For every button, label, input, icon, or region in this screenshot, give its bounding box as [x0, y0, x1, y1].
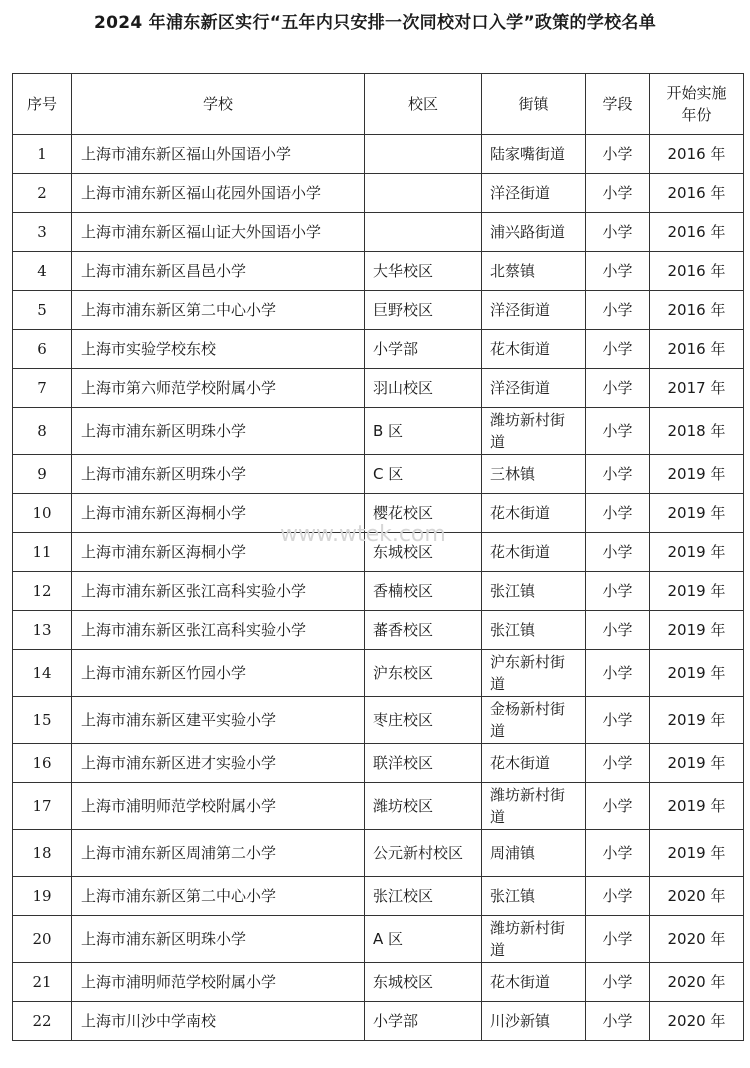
table-row [13, 174, 744, 213]
row-number: 5 [13, 291, 72, 330]
school-name: 上海市浦东新区第二中心小学 [72, 877, 365, 916]
table-row [13, 611, 744, 650]
school-stage: 小学 [586, 877, 650, 916]
school-name: 上海市浦东新区竹园小学 [72, 650, 365, 697]
street-name: 浦兴路街道 [482, 213, 586, 252]
table-row [13, 213, 744, 252]
campus-name [365, 174, 482, 213]
school-name: 上海市浦东新区张江高科实验小学 [72, 572, 365, 611]
street-name: 花木街道 [482, 494, 586, 533]
table-row [13, 291, 744, 330]
campus-name: 潍坊校区 [365, 783, 482, 830]
campus-name: 大华校区 [365, 252, 482, 291]
school-name: 上海市浦东新区明珠小学 [72, 916, 365, 963]
row-number: 9 [13, 455, 72, 494]
start-year: 2019 年 [650, 494, 744, 533]
header-no: 序号 [13, 74, 72, 135]
start-year: 2016 年 [650, 213, 744, 252]
school-name: 上海市浦东新区建平实验小学 [72, 697, 365, 744]
school-stage: 小学 [586, 174, 650, 213]
school-stage: 小学 [586, 572, 650, 611]
street-name: 花木街道 [482, 330, 586, 369]
row-number: 20 [13, 916, 72, 963]
school-stage: 小学 [586, 330, 650, 369]
street-name: 川沙新镇 [482, 1002, 586, 1041]
street-name: 张江镇 [482, 572, 586, 611]
table-row [13, 455, 744, 494]
campus-name: 沪东校区 [365, 650, 482, 697]
school-stage: 小学 [586, 455, 650, 494]
street-name: 沪东新村街道 [482, 650, 586, 697]
school-name: 上海市浦东新区周浦第二小学 [72, 830, 365, 877]
header-year [650, 74, 744, 135]
table-row [13, 408, 744, 455]
row-number: 1 [13, 135, 72, 174]
campus-name: 香楠校区 [365, 572, 482, 611]
school-stage: 小学 [586, 697, 650, 744]
school-stage: 小学 [586, 533, 650, 572]
start-year: 2020 年 [650, 916, 744, 963]
street-name: 北蔡镇 [482, 252, 586, 291]
school-stage: 小学 [586, 1002, 650, 1041]
school-stage: 小学 [586, 369, 650, 408]
row-number: 6 [13, 330, 72, 369]
table-row [13, 697, 744, 744]
school-name: 上海市浦东新区海桐小学 [72, 533, 365, 572]
street-name: 张江镇 [482, 611, 586, 650]
school-name: 上海市实验学校东校 [72, 330, 365, 369]
school-name: 上海市浦东新区福山证大外国语小学 [72, 213, 365, 252]
row-number: 19 [13, 877, 72, 916]
table-row [13, 135, 744, 174]
school-stage: 小学 [586, 494, 650, 533]
school-name: 上海市浦东新区福山花园外国语小学 [72, 174, 365, 213]
table-row [13, 650, 744, 697]
street-name: 潍坊新村街道 [482, 783, 586, 830]
campus-name: 小学部 [365, 330, 482, 369]
campus-name: 蕃香校区 [365, 611, 482, 650]
table-header-row [13, 74, 744, 135]
street-name: 三林镇 [482, 455, 586, 494]
school-name: 上海市浦东新区第二中心小学 [72, 291, 365, 330]
school-name: 上海市浦东新区明珠小学 [72, 408, 365, 455]
start-year: 2016 年 [650, 291, 744, 330]
start-year: 2020 年 [650, 963, 744, 1002]
row-number: 21 [13, 963, 72, 1002]
start-year: 2019 年 [650, 783, 744, 830]
row-number: 11 [13, 533, 72, 572]
campus-name: 张江校区 [365, 877, 482, 916]
start-year: 2019 年 [650, 697, 744, 744]
school-name: 上海市浦明师范学校附属小学 [72, 783, 365, 830]
campus-name: 枣庄校区 [365, 697, 482, 744]
table-body [13, 135, 744, 1041]
campus-name: 羽山校区 [365, 369, 482, 408]
start-year: 2019 年 [650, 533, 744, 572]
school-name: 上海市浦东新区福山外国语小学 [72, 135, 365, 174]
start-year: 2016 年 [650, 174, 744, 213]
row-number: 8 [13, 408, 72, 455]
header-stage: 学段 [586, 74, 650, 135]
school-stage: 小学 [586, 213, 650, 252]
start-year: 2019 年 [650, 455, 744, 494]
street-name: 洋泾街道 [482, 291, 586, 330]
table-row [13, 877, 744, 916]
table-row [13, 533, 744, 572]
street-name: 陆家嘴街道 [482, 135, 586, 174]
start-year: 2018 年 [650, 408, 744, 455]
campus-name: 联洋校区 [365, 744, 482, 783]
header-campus: 校区 [365, 74, 482, 135]
street-name: 洋泾街道 [482, 369, 586, 408]
school-stage: 小学 [586, 916, 650, 963]
school-stage: 小学 [586, 291, 650, 330]
table-row [13, 252, 744, 291]
school-stage: 小学 [586, 252, 650, 291]
street-name: 张江镇 [482, 877, 586, 916]
row-number: 16 [13, 744, 72, 783]
table-row [13, 369, 744, 408]
campus-name: C 区 [365, 455, 482, 494]
school-name: 上海市第六师范学校附属小学 [72, 369, 365, 408]
header-street: 街镇 [482, 74, 586, 135]
row-number: 13 [13, 611, 72, 650]
start-year: 2019 年 [650, 650, 744, 697]
street-name: 周浦镇 [482, 830, 586, 877]
school-stage: 小学 [586, 830, 650, 877]
table-row [13, 572, 744, 611]
table-row [13, 783, 744, 830]
start-year: 2020 年 [650, 877, 744, 916]
start-year: 2016 年 [650, 252, 744, 291]
row-number: 18 [13, 830, 72, 877]
start-year: 2019 年 [650, 744, 744, 783]
school-name: 上海市浦东新区海桐小学 [72, 494, 365, 533]
start-year: 2019 年 [650, 572, 744, 611]
campus-name: 樱花校区 [365, 494, 482, 533]
row-number: 17 [13, 783, 72, 830]
street-name: 金杨新村街道 [482, 697, 586, 744]
campus-name [365, 213, 482, 252]
school-stage: 小学 [586, 135, 650, 174]
campus-name [365, 135, 482, 174]
start-year: 2017 年 [650, 369, 744, 408]
start-year: 2019 年 [650, 830, 744, 877]
school-stage: 小学 [586, 783, 650, 830]
street-name: 花木街道 [482, 963, 586, 1002]
school-name: 上海市浦东新区进才实验小学 [72, 744, 365, 783]
row-number: 22 [13, 1002, 72, 1041]
table-row [13, 494, 744, 533]
school-name: 上海市浦东新区张江高科实验小学 [72, 611, 365, 650]
school-stage: 小学 [586, 408, 650, 455]
row-number: 10 [13, 494, 72, 533]
street-name: 花木街道 [482, 744, 586, 783]
table-row [13, 1002, 744, 1041]
campus-name: 东城校区 [365, 533, 482, 572]
start-year: 2016 年 [650, 330, 744, 369]
street-name: 潍坊新村街道 [482, 408, 586, 455]
street-name: 洋泾街道 [482, 174, 586, 213]
row-number: 2 [13, 174, 72, 213]
table-row [13, 830, 744, 877]
table-row [13, 744, 744, 783]
page-title: 2024 年浦东新区实行“五年内只安排一次同校对口入学”政策的学校名单 [93, 13, 657, 33]
school-name: 上海市浦明师范学校附属小学 [72, 963, 365, 1002]
campus-name: 小学部 [365, 1002, 482, 1041]
start-year: 2020 年 [650, 1002, 744, 1041]
header-year-line1: 开始实施 [666, 84, 727, 102]
header-year-line2: 年份 [681, 106, 712, 124]
campus-name: A 区 [365, 916, 482, 963]
school-name: 上海市浦东新区昌邑小学 [72, 252, 365, 291]
school-stage: 小学 [586, 963, 650, 1002]
school-name: 上海市川沙中学南校 [72, 1002, 365, 1041]
row-number: 12 [13, 572, 72, 611]
row-number: 15 [13, 697, 72, 744]
school-stage: 小学 [586, 744, 650, 783]
table-row [13, 330, 744, 369]
row-number: 14 [13, 650, 72, 697]
row-number: 4 [13, 252, 72, 291]
school-stage: 小学 [586, 650, 650, 697]
campus-name: 巨野校区 [365, 291, 482, 330]
row-number: 7 [13, 369, 72, 408]
start-year: 2019 年 [650, 611, 744, 650]
street-name: 花木街道 [482, 533, 586, 572]
watermark: www.wtek.com [280, 522, 446, 547]
table-row [13, 963, 744, 1002]
table-row [13, 916, 744, 963]
school-stage: 小学 [586, 611, 650, 650]
school-name: 上海市浦东新区明珠小学 [72, 455, 365, 494]
campus-name: B 区 [365, 408, 482, 455]
campus-name: 东城校区 [365, 963, 482, 1002]
start-year: 2016 年 [650, 135, 744, 174]
street-name: 潍坊新村街道 [482, 916, 586, 963]
school-list-table [12, 73, 744, 1041]
header-school: 学校 [72, 74, 365, 135]
row-number: 3 [13, 213, 72, 252]
campus-name: 公元新村校区 [365, 830, 482, 877]
